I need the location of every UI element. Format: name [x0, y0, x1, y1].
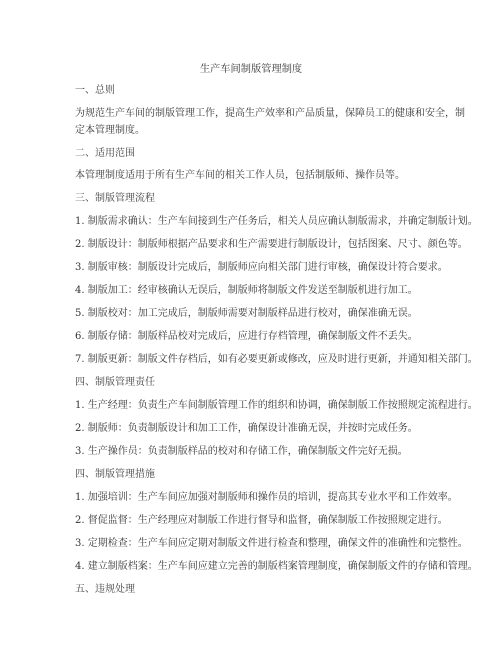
list-item: 2. 督促监督：生产经理应对制版工作进行督导和监督，确保制版工作按照规定进行。 [75, 515, 448, 526]
list-item: 5. 制版校对：加工完成后，制版师需要对制版样品进行校对，确保准确无误。 [75, 308, 418, 319]
list-item: 3. 制版审核：制版设计完成后，制版师应向相关部门进行审核，确保设计符合要求。 [75, 262, 448, 273]
section-heading: 三、制版管理流程 [75, 193, 155, 204]
section-heading: 五、违规处理 [75, 584, 135, 595]
list-item: 3. 生产操作员：负责制版样品的校对和存储工作，确保制版文件完好无损。 [75, 446, 408, 457]
list-item: 2. 制版师：负责制版设计和加工工作，确保设计准确无误，并按时完成任务。 [75, 423, 418, 434]
section-heading: 一、总则 [75, 85, 115, 96]
list-item: 2. 制版设计：制版师根据产品要求和生产需要进行制版设计，包括图案、尺寸、颜色等。 [75, 239, 468, 250]
list-item: 7. 制版更新：制版文件存档后，如有必要更新或修改，应及时进行更新，并通知相关部门。 [75, 354, 478, 365]
section-heading: 四、制版管理措施 [75, 469, 155, 480]
section-heading: 二、适用范围 [75, 148, 135, 159]
document-title: 生产车间制版管理制度 [199, 63, 303, 75]
list-item: 6. 制版存储：制版样品校对完成后，应进行存档管理，确保制版文件不丢失。 [75, 331, 418, 342]
paragraph-line: 本管理制度适用于所有生产车间的相关工作人员，包括制版师、操作员等。 [75, 170, 405, 181]
list-item: 4. 建立制版档案：生产车间应建立完善的制版档案管理制度，确保制版文件的存储和管理。 [75, 561, 478, 572]
list-item: 4. 制版加工：经审核确认无误后，制版师将制版文件发送至制版机进行加工。 [75, 285, 418, 296]
section-heading: 四、制版管理责任 [75, 377, 155, 388]
list-item: 1. 加强培训：生产车间应加强对制版师和操作员的培训，提高其专业水平和工作效率。 [75, 492, 458, 503]
list-item: 1. 生产经理：负责生产车间制版管理工作的组织和协调，确保制版工作按照规定流程进行。 [75, 400, 478, 411]
paragraph-line: 为规范生产车间的制版管理工作，提高生产效率和产品质量，保障员工的健康和安全，制 [75, 108, 465, 119]
list-item: 1. 制版需求确认：生产车间接到生产任务后，相关人员应确认制版需求，并确定制版计划。 [75, 216, 478, 227]
paragraph-line: 定本管理制度。 [75, 125, 145, 136]
list-item: 3. 定期检查：生产车间应定期对制版文件进行检查和整理，确保文件的准确性和完整性。 [75, 538, 468, 549]
